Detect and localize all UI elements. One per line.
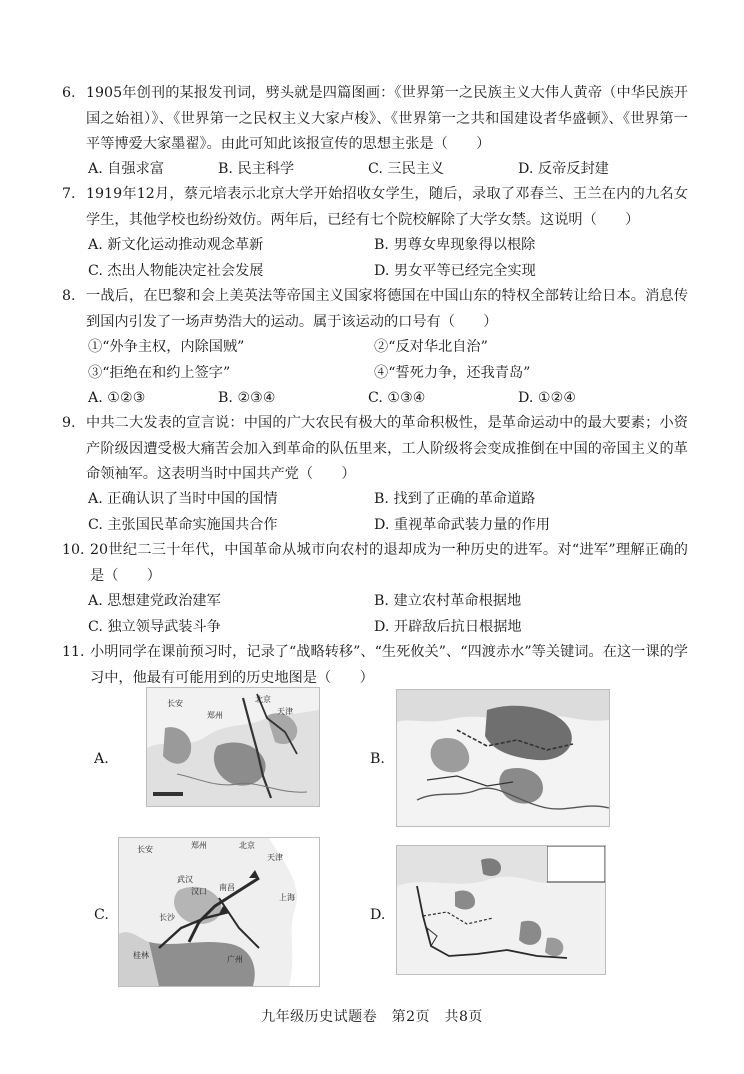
option-label: D.: [370, 907, 386, 923]
question-7-options: [88, 233, 688, 284]
map-c-label-6: 汉口: [191, 887, 207, 896]
map-options: [88, 683, 688, 983]
option-label: A.: [94, 751, 109, 767]
map-a-image: [146, 687, 320, 807]
question-number: 11.: [62, 644, 85, 660]
question-9-options: [88, 487, 688, 538]
option-b[interactable]: B. 男尊女卑现象得以根除: [374, 237, 536, 253]
map-a-label-2: 郑州: [207, 711, 223, 720]
statement-2: ②“反对华北自治”: [374, 339, 488, 355]
map-c-image: [118, 837, 320, 987]
question-10: [62, 538, 688, 589]
option-b[interactable]: B. ②③④: [218, 390, 276, 406]
question-stem: 1905年创刊的某报发刊词，劈头就是四篇图画：《世界第一之民族主义大伟人黄帝（中华民族开国之始祖）》、《世界第一之民权主义大家卢梭》、《世界第一之共和国建设者华盛顿》、《世界第一平等博爱大家墨翟》。由此可知此该报宣传的思想主张是（ ）: [86, 85, 688, 152]
map-c-label-1: 长安: [137, 845, 153, 854]
question-8: [62, 284, 688, 335]
question-stem: 小明同学在课前预习时，记录了“战略转移”、“生死攸关”、“四渡赤水”等关键词。在这一课的学习中，他最有可能用到的历史地图是（ ）: [90, 644, 688, 686]
option-d[interactable]: D. 重视革命武装力量的作用: [374, 516, 550, 533]
option-c[interactable]: C. ①③④: [368, 390, 426, 406]
question-8-items: [88, 335, 688, 386]
question-number: 9.: [62, 415, 76, 431]
option-d[interactable]: D. 男女平等已经完全实现: [374, 262, 536, 279]
option-d[interactable]: D. ①②④: [518, 390, 577, 406]
option-label: C.: [94, 907, 109, 923]
map-a-label-1: 长安: [167, 699, 183, 708]
option-a[interactable]: A. 正确认识了当时中国的国情: [88, 491, 278, 507]
option-b[interactable]: B. 建立农村革命根据地: [374, 593, 522, 609]
map-a-label-4: 天津: [277, 707, 293, 716]
map-c-label-10: 广州: [227, 955, 243, 964]
option-c[interactable]: C. 主张国民革命实施国共合作: [88, 516, 278, 533]
question-number: 8.: [62, 288, 76, 304]
map-c-label-5: 武汉: [177, 875, 193, 884]
map-a-label-3: 北京: [255, 695, 271, 704]
option-a[interactable]: A. ①②③: [88, 390, 146, 406]
map-c-label-2: 郑州: [191, 841, 207, 850]
option-a[interactable]: A. 新文化运动推动观念革新: [88, 237, 264, 253]
map-c-label-4: 天津: [267, 853, 283, 862]
question-stem: 1919年12月，蔡元培表示北京大学开始招收女学生，随后，录取了邓春兰、王兰在内的九名女学生，其他学校也纷纷效仿。两年后，已经有七个院校解除了大学女禁。这说明（ ）: [86, 186, 688, 228]
question-7: [62, 182, 688, 233]
statement-4: ④“誓死力争，还我青岛”: [374, 364, 531, 381]
question-6-options: [88, 157, 688, 183]
map-c-label-9: 上海: [279, 893, 295, 902]
option-d[interactable]: D. 开辟敌后抗日根据地: [374, 618, 522, 635]
option-c[interactable]: C. 杰出人物能决定社会发展: [88, 262, 264, 279]
option-d[interactable]: D. 反帝反封建: [518, 161, 609, 177]
question-stem: 20世纪二三十年代，中国革命从城市向农村的退却成为一种历史的进军。对“进军”理解正确的是（ ）: [90, 542, 688, 584]
question-number: 6.: [62, 85, 76, 101]
question-number: 10.: [62, 542, 85, 558]
page-footer: 九年级历史试题卷 第2页 共8页: [261, 1009, 483, 1025]
option-b[interactable]: B. 民主科学: [218, 161, 295, 177]
map-c-label-8: 长沙: [159, 913, 175, 922]
question-stem: 一战后，在巴黎和会上美英法等帝国主义国家将德国在中国山东的特权全部转让给日本。消息传到国内引发了一场声势浩大的运动。属于该运动的口号有（ ）: [86, 288, 688, 330]
option-a[interactable]: A. 思想建党政治建军: [88, 593, 221, 609]
map-c-label-3: 北京: [239, 841, 255, 850]
question-6: [62, 81, 688, 158]
map-b-image: [396, 689, 610, 827]
option-c[interactable]: C. 三民主义: [368, 161, 445, 177]
option-label: B.: [370, 751, 385, 767]
question-stem: 中共二大发表的宣言说：中国的广大农民有极大的革命积极性，是革命运动中的最大要素；小资产阶级因遭受极大痛苦会加入到革命的队伍里来，工人阶级将会变成推倒在中国的帝国主义的革命领袖军。这表明当时中国共产党（ ）: [86, 415, 688, 482]
statement-1: ①“外争主权，内除国贼”: [88, 339, 245, 355]
option-b[interactable]: B. 找到了正确的革命道路: [374, 491, 536, 507]
statement-3: ③“拒绝在和约上签字”: [88, 364, 231, 381]
question-8-options: [88, 386, 688, 412]
question-9: [62, 411, 688, 488]
option-c[interactable]: C. 独立领导武装斗争: [88, 618, 221, 635]
question-10-options: [88, 589, 688, 640]
map-d-image: [396, 845, 606, 975]
map-c-label-11: 桂林: [133, 951, 149, 960]
map-c-label-7: 南昌: [219, 883, 235, 892]
question-number: 7.: [62, 186, 76, 202]
option-a[interactable]: A. 自强求富: [88, 161, 165, 177]
